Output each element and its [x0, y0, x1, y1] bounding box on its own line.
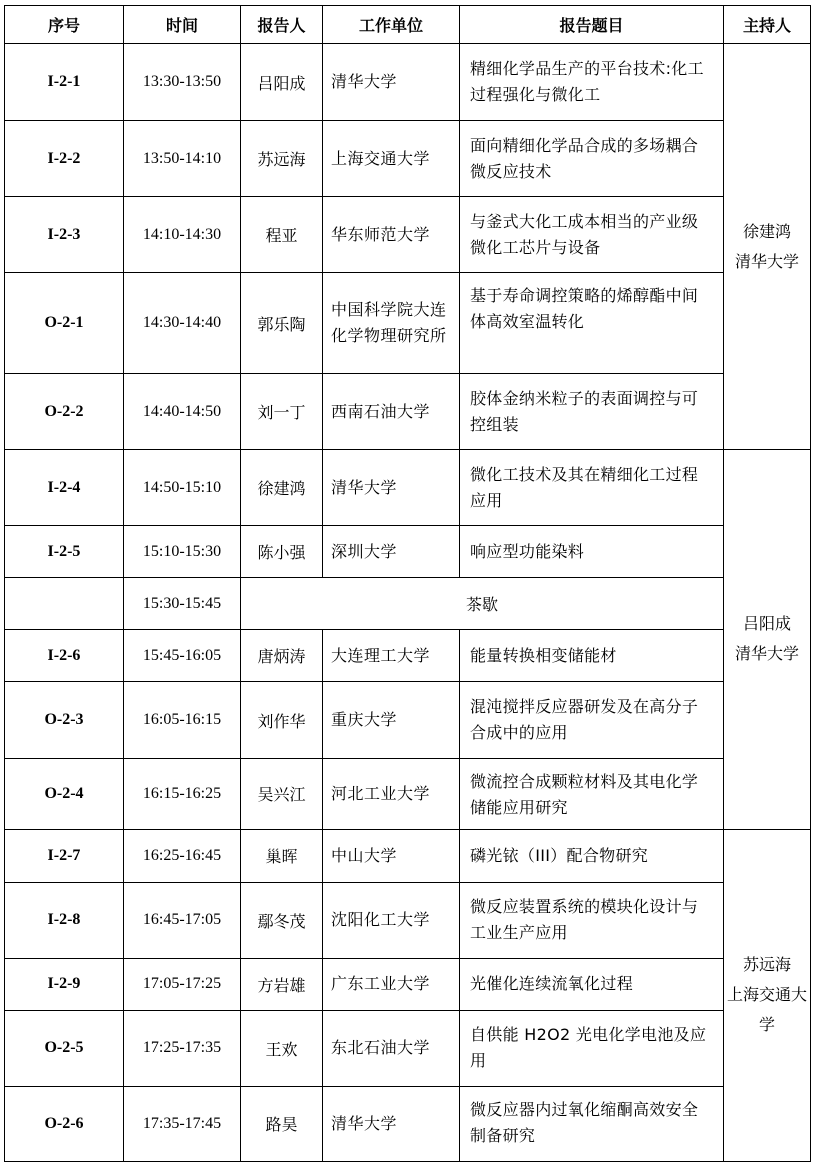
host-org: 清华大学 [734, 251, 799, 271]
row-org: 中山大学 [323, 829, 460, 882]
row-speaker: 刘作华 [241, 682, 323, 758]
row-time: 14:40-14:50 [124, 374, 241, 450]
host-cell [724, 450, 811, 829]
table-row [5, 882, 811, 958]
host-name: 吕阳成 [742, 614, 791, 634]
row-title: 微反应器内过氧化缩酮高效安全制备研究 [460, 1086, 724, 1161]
header-time: 时间 [124, 6, 241, 44]
table-row [5, 374, 811, 450]
row-id: I-2-7 [5, 829, 124, 882]
row-title: 微反应装置系统的模块化设计与工业生产应用 [460, 882, 724, 958]
row-title: 基于寿命调控策略的烯醇酯中间体高效室温转化 [460, 273, 724, 374]
row-time: 16:45-17:05 [124, 882, 241, 958]
header-title: 报告题目 [460, 6, 724, 44]
row-time: 17:05-17:25 [124, 958, 241, 1010]
header-speaker: 报告人 [241, 6, 323, 44]
row-org: 清华大学 [323, 1086, 460, 1161]
row-org: 西南石油大学 [323, 374, 460, 450]
row-speaker: 刘一丁 [241, 374, 323, 450]
row-time: 16:25-16:45 [124, 829, 241, 882]
row-speaker: 鄢冬茂 [241, 882, 323, 958]
row-id: O-2-3 [5, 682, 124, 758]
row-title: 能量转换相变储能材 [460, 630, 724, 682]
row-time: 17:25-17:35 [124, 1010, 241, 1086]
row-time: 16:05-16:15 [124, 682, 241, 758]
row-title: 光催化连续流氧化过程 [460, 958, 724, 1010]
table-row [5, 450, 811, 526]
row-speaker: 郭乐陶 [241, 273, 323, 374]
row-time: 17:35-17:45 [124, 1086, 241, 1161]
row-id: I-2-9 [5, 958, 124, 1010]
table-row [5, 44, 811, 121]
row-time: 14:50-15:10 [124, 450, 241, 526]
header-row [5, 6, 811, 44]
row-title: 响应型功能染料 [460, 526, 724, 578]
row-id: I-2-8 [5, 882, 124, 958]
row-org: 上海交通大学 [323, 121, 460, 197]
header-org: 工作单位 [323, 6, 460, 44]
row-title: 面向精细化学品合成的多场耦合微反应技术 [460, 121, 724, 197]
row-time: 13:30-13:50 [124, 44, 241, 121]
host-cell [724, 44, 811, 450]
row-title: 自供能 H2O2 光电化学电池及应用 [460, 1010, 724, 1086]
row-id: I-2-4 [5, 450, 124, 526]
row-id: I-2-1 [5, 44, 124, 121]
row-org: 清华大学 [323, 44, 460, 121]
row-id: O-2-4 [5, 758, 124, 829]
row-org: 重庆大学 [323, 682, 460, 758]
row-id: I-2-5 [5, 526, 124, 578]
row-speaker: 路昊 [241, 1086, 323, 1161]
row-speaker: 徐建鸿 [241, 450, 323, 526]
row-id: I-2-3 [5, 197, 124, 273]
row-speaker: 巢晖 [241, 829, 323, 882]
host-cell [724, 829, 811, 1161]
row-org: 清华大学 [323, 450, 460, 526]
row-title: 胶体金纳米粒子的表面调控与可控组装 [460, 374, 724, 450]
table-row [5, 958, 811, 1010]
row-id: O-2-2 [5, 374, 124, 450]
table-row [5, 630, 811, 682]
row-title: 微化工技术及其在精细化工过程应用 [460, 450, 724, 526]
row-id: I-2-2 [5, 121, 124, 197]
row-org: 大连理工大学 [323, 630, 460, 682]
row-id: I-2-6 [5, 630, 124, 682]
row-speaker: 方岩雄 [241, 958, 323, 1010]
row-speaker: 苏远海 [241, 121, 323, 197]
row-speaker: 吕阳成 [241, 44, 323, 121]
header-host: 主持人 [724, 6, 811, 44]
row-time: 15:10-15:30 [124, 526, 241, 578]
row-title: 与釜式大化工成本相当的产业级微化工芯片与设备 [460, 197, 724, 273]
table-row [5, 829, 811, 882]
row-title: 混沌搅拌反应器研发及在高分子合成中的应用 [460, 682, 724, 758]
row-time: 15:30-15:45 [124, 578, 241, 630]
schedule-table [4, 5, 811, 1162]
table-row [5, 526, 811, 578]
row-id [5, 578, 124, 630]
row-speaker: 王欢 [241, 1010, 323, 1086]
break-row [5, 578, 811, 630]
row-id: O-2-5 [5, 1010, 124, 1086]
table-row [5, 197, 811, 273]
row-speaker: 吴兴江 [241, 758, 323, 829]
header-id: 序号 [5, 6, 124, 44]
row-speaker: 陈小强 [241, 526, 323, 578]
table-row [5, 121, 811, 197]
host-name: 徐建鸿 [742, 221, 791, 241]
row-org: 深圳大学 [323, 526, 460, 578]
row-title: 磷光铱（III）配合物研究 [460, 829, 724, 882]
table-row [5, 1010, 811, 1086]
row-time: 14:10-14:30 [124, 197, 241, 273]
row-org: 东北石油大学 [323, 1010, 460, 1086]
table-row [5, 758, 811, 829]
row-org: 华东师范大学 [323, 197, 460, 273]
host-name: 苏远海 [742, 955, 791, 975]
row-time: 14:30-14:40 [124, 273, 241, 374]
break-label: 茶歇 [241, 578, 724, 630]
row-org: 河北工业大学 [323, 758, 460, 829]
row-speaker: 程亚 [241, 197, 323, 273]
row-time: 16:15-16:25 [124, 758, 241, 829]
table-row [5, 1086, 811, 1161]
table-row [5, 273, 811, 374]
row-title: 微流控合成颗粒材料及其电化学储能应用研究 [460, 758, 724, 829]
row-id: O-2-1 [5, 273, 124, 374]
table-row [5, 682, 811, 758]
row-org: 沈阳化工大学 [323, 882, 460, 958]
row-title: 精细化学品生产的平台技术:化工过程强化与微化工 [460, 44, 724, 121]
host-org: 清华大学 [734, 644, 799, 664]
row-org: 中国科学院大连化学物理研究所 [323, 273, 460, 374]
row-time: 13:50-14:10 [124, 121, 241, 197]
row-id: O-2-6 [5, 1086, 124, 1161]
host-org: 上海交通大学 [726, 985, 807, 1035]
row-org: 广东工业大学 [323, 958, 460, 1010]
row-time: 15:45-16:05 [124, 630, 241, 682]
row-speaker: 唐炳涛 [241, 630, 323, 682]
